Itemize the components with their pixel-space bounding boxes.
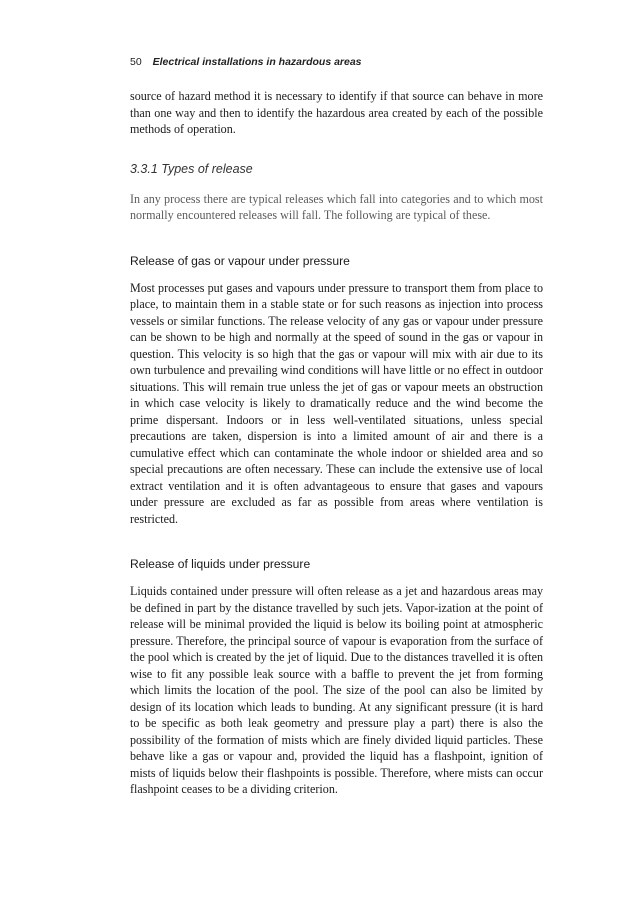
page-content	[130, 56, 543, 798]
page-number: 50	[130, 56, 142, 68]
gas-release-heading: Release of gas or vapour under pressure	[130, 253, 350, 268]
types-intro-paragraph: In any process there are typical releases which fall into categories and to which most normally encountered releases will fall. The following are typical of these.	[130, 191, 543, 222]
gas-release-paragraph: Most processes put gases and vapours under pressure to transport them from place to place, to maintain them in a stable state or for such reasons as injection into process vessels or similar functions. The release velocity of any gas or vapour under pressure can be shown to be high and normally at the speed of sound in the gas or vapour in question. This velocity is so high that the gas or vapour will mix with air due to its own turbulence and prevailing wind conditions will have little or no effect in outdoor situations. This will remain true unless the jet of gas or vapour meets an obstruction in which case velocity is likely to dramatically reduce and the wind become the prime dispersant. Indoors or in less well-ventilated situations, unless special precautions are taken, dispersion is into a limited amount of air and there is a cumulative effect which can contaminate the whole indoor or shielded area and so special precautions are often necessary. These can include the extensive use of local extract ventilation and it is often advantageous to ensure that gases and vapours under pressure are excluded as far as possible from areas where ventilation is restricted.	[130, 280, 543, 526]
section-heading-types-of-release: 3.3.1 Types of release	[130, 161, 253, 176]
liquid-release-heading: Release of liquids under pressure	[130, 557, 311, 571]
liquid-release-paragraph: Liquids contained under pressure will often release as a jet and hazardous areas may be defined in part by the distance travelled by such jets. Vapor-ization at the point of release will be minimal provided the liquid is below its boiling point at atmospheric pressure. Therefore, the principal source of vapour is evaporation from the surface of the pool which is created by the jet of liquid. Due to the distances travelled it is often wise to fit any possible leak source with a baffle to prevent the jet from forming which limits the location of the pool. The size of the pool can also be limited by design of its location which leads to bunding. At any significant pressure (it is hard to be specific as both leak geometry and pressure play a part) there is also the possibility of the formation of mists which are finely divided liquid particles. These behave like a gas or vapour and, provided the liquid has a flashpoint, ignition of mists of liquids below their flashpoints is possible. Therefore, where mists can occur flashpoint ceases to be a dividing criterion.	[130, 584, 543, 796]
book-title: Electrical installations in hazardous areas	[152, 56, 362, 68]
intro-paragraph: source of hazard method it is necessary to identify if that source can behave in more than one way and then to identify the hazardous area created by each of the possible methods of operation.	[130, 89, 543, 136]
running-head	[130, 56, 543, 68]
